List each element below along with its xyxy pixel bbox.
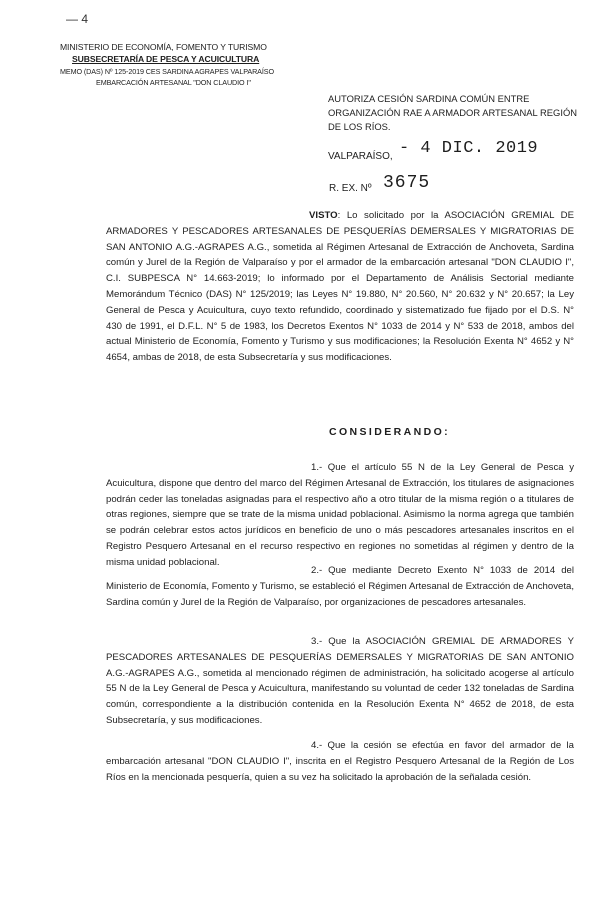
considerando-paragraph-2: 2.- Que mediante Decreto Exento N° 1033 de 2014 del Ministerio de Economía, Fomento y Turismo, se estableció el Régimen Artesanal de Extracción de Anchoveta, Sardina común y Jurel de la Región de Valparaíso, por organizaciones de pescadores artesanales. [106,565,574,608]
city-label: VALPARAÍSO, [328,151,393,162]
resolution-subject: AUTORIZA CESIÓN SARDINA COMÚN ENTRE ORGANIZACIÓN RAE A ARMADOR ARTESANAL REGIÓN DE LOS RÍOS. [328,93,578,132]
considerando-paragraph-3: 3.- Que la ASOCIACIÓN GREMIAL DE ARMADORES Y PESCADORES ARTESANALES DE PESQUERÍAS DEMERSALES Y MIGRATORIAS DE SAN ANTONIO A.G.-AGRAPES A.G., sometida al mencionado régimen de administración, ha solicitado acogerse al artículo 55 N de la Ley General de Pesca y Acuicultura, manifestando su voluntad de ceder 132 toneladas de Sardina común, correspondiente a la distribución contenida en la Resolución Exenta N° 4652 de 2018, de esta Subsecretaría, y sus modificaciones. [106,636,574,726]
header-undersecretariat: SUBSECRETARÍA DE PESCA Y ACUICULTURA [72,54,260,64]
resolution-number: 3675 [383,173,431,193]
header-ministry: MINISTERIO DE ECONOMÍA, FOMENTO Y TURISMO [60,42,267,52]
resolution-number-label: R. EX. Nº [329,183,372,194]
considerando-heading: CONSIDERANDO: [329,426,451,438]
considerando-paragraph-4: 4.- Que la cesión se efectúa en favor del armador de la embarcación artesanal "DON CLAUDIO I", inscrita en el Registro Pesquero Artesanal de la Región de Los Ríos en la mencionada pesquería, quien a su vez ha solicitado la aprobación de la señalada cesión. [106,740,574,783]
visto-text: : Lo solicitado por la ASOCIACIÓN GREMIAL DE ARMADORES Y PESCADORES ARTESANALES DE PESQUERÍAS DEMERSALES Y MIGRATORIAS DE SAN ANTONIO A.G.-AGRAPES A.G., sometida al Régimen Artesanal de Extracción de Anchoveta, Sardina común y Jurel de la Región de Valparaíso y por el armador de la embarcación artesanal "DON CLAUDIO I", C.I. SUBPESCA N° 14.663-2019; lo informado por el Departamento de Análisis Sectorial mediante Memorándum Técnico (DAS) N° 125/2019; las Leyes N° 19.880, N° 20.560, N° 20.632 y N° 20.657; la Ley General de Pesca y Acuicultura, cuyo texto refundido, coordinado y sistematizado fue fijado por el D.S. N° 430 de 1991, el D.F.L. N° 5 de 1983, los Decretos Exentos N° 1033 de 2014 y N° 533 de 2018, ambos del actual Ministerio de Economía, Fomento y Turismo y sus modificaciones; la Resolución Exenta N° 4652 y N° 4654, ambas de 2018, de esta Subsecretaría y sus modificaciones. [106,210,574,364]
header-vessel-reference: EMBARCACIÓN ARTESANAL "DON CLAUDIO I" [96,78,251,87]
considerando-paragraph-1: 1.- Que el artículo 55 N de la Ley General de Pesca y Acuicultura, dispone que dentro del marco del Régimen Artesanal de Extracción, los titulares de asignaciones podrán ceder las toneladas asignadas para el respectivo año a otro titular de la misma región o a titulares de otras regiones, siempre que se trate de la misma unidad poblacional. Asimismo la norma agrega que también se podrán celebrar estos actos jurídicos en beneficio de uno o más pescadores artesanales inscritos en el Registro Pesquero Artesanal en el recurso respectivo en regiones no sometidas al régimen y dentro de la misma unidad poblacional. [106,462,574,568]
stamped-date: - 4 DIC. 2019 [399,139,539,158]
handwritten-page-mark: — 4 [66,12,89,26]
visto-label: VISTO [309,210,338,221]
header-memo-reference: MEMO (DAS) Nº 125-2019 CES SARDINA AGRAPES VALPARAÍSO [60,67,274,76]
visto-paragraph [106,208,574,366]
